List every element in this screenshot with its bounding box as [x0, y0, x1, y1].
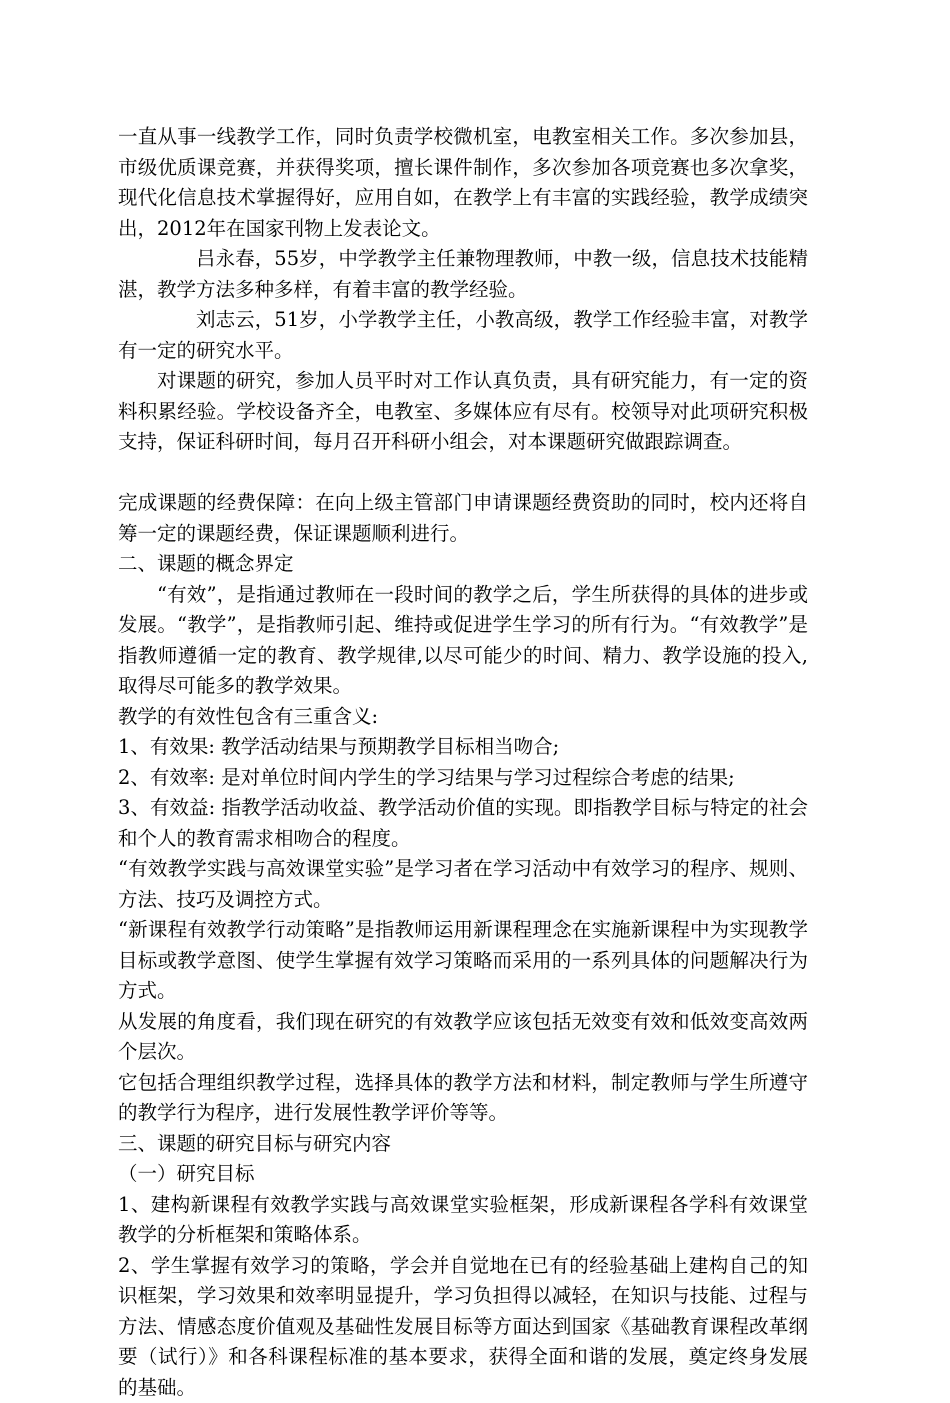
paragraph-funding: 完成课题的经费保障：在向上级主管部门申请课题经费资助的同时，校内还将自筹一定的课题经费，保证课题顺利进行。	[118, 488, 808, 549]
document-page	[118, 122, 808, 1403]
list-item-efficiency: 2、有效率: 是对单位时间内学生的学习结果与学习过程综合考虑的结果;	[118, 763, 808, 794]
paragraph-research-conditions: 对课题的研究，参加人员平时对工作认真负责，具有研究能力，有一定的资料积累经验。学校设备齐全，电教室、多媒体应有尽有。校领导对此项研究积极支持，保证科研时间，每月召开科研小组会，对本课题研究做跟踪调查。	[118, 366, 808, 458]
list-item-effect: 1、有效果: 教学活动结果与预期教学目标相当吻合;	[118, 732, 808, 763]
section-heading-concepts: 二、课题的概念界定	[118, 549, 808, 580]
goal-item-students: 2、学生掌握有效学习的策略，学会并自觉地在已有的经验基础上建构自己的知识框架，学习效果和效率明显提升，学习负担得以减轻，在知识与技能、过程与方法、情感态度价值观及基础性发展目标等方面达到国家《基础教育课程改革纲要（试行）》和各科课程标准的基本要求，获得全面和谐的发展，奠定终身发展的基础。	[118, 1251, 808, 1403]
paragraph-teacher-experience: 一直从事一线教学工作，同时负责学校微机室，电教室相关工作。多次参加县，市级优质课竞赛，并获得奖项，擅长课件制作，多次参加各项竞赛也多次拿奖，现代化信息技术掌握得好，应用自如，在教学上有丰富的实践经验，教学成绩突出，2012年在国家刊物上发表论文。	[118, 122, 808, 244]
paragraph-member-lv: 吕永春，55岁，中学教学主任兼物理教师，中教一级，信息技术技能精湛，教学方法多种多样，有着丰富的教学经验。	[118, 244, 808, 305]
paragraph-practice-definition: “有效教学实践与高效课堂实验”是学习者在学习活动中有效学习的程序、规则、方法、技巧及调控方式。	[118, 854, 808, 915]
paragraph-three-meanings: 教学的有效性包含有三重含义:	[118, 702, 808, 733]
paragraph-includes: 它包括合理组织教学过程，选择具体的教学方法和材料，制定教师与学生所遵守的教学行为程序，进行发展性教学评价等等。	[118, 1068, 808, 1129]
paragraph-strategy-definition: “新课程有效教学行动策略”是指教师运用新课程理念在实施新课程中为实现教学目标或教学意图、使学生掌握有效学习策略而采用的一系列具体的问题解决行为方式。	[118, 915, 808, 1007]
paragraph-development-view: 从发展的角度看，我们现在研究的有效教学应该包括无效变有效和低效变高效两个层次。	[118, 1007, 808, 1068]
blank-line	[118, 458, 808, 489]
subsection-heading-goals: （一）研究目标	[118, 1159, 808, 1190]
paragraph-effective-definition: “有效”，是指通过教师在一段时间的教学之后，学生所获得的具体的进步或发展。“教学”，是指教师引起、维持或促进学生学习的所有行为。“有效教学”是指教师遵循一定的教育、教学规律,以尽可能少的时间、精力、教学设施的投入,取得尽可能多的教学效果。	[118, 580, 808, 702]
paragraph-member-liu: 刘志云，51岁，小学教学主任，小教高级，教学工作经验丰富，对教学有一定的研究水平。	[118, 305, 808, 366]
goal-item-framework: 1、建构新课程有效教学实践与高效课堂实验框架，形成新课程各学科有效课堂教学的分析框架和策略体系。	[118, 1190, 808, 1251]
section-heading-goals: 三、课题的研究目标与研究内容	[118, 1129, 808, 1160]
list-item-benefit: 3、有效益: 指教学活动收益、教学活动价值的实现。即指教学目标与特定的社会和个人的教育需求相吻合的程度。	[118, 793, 808, 854]
